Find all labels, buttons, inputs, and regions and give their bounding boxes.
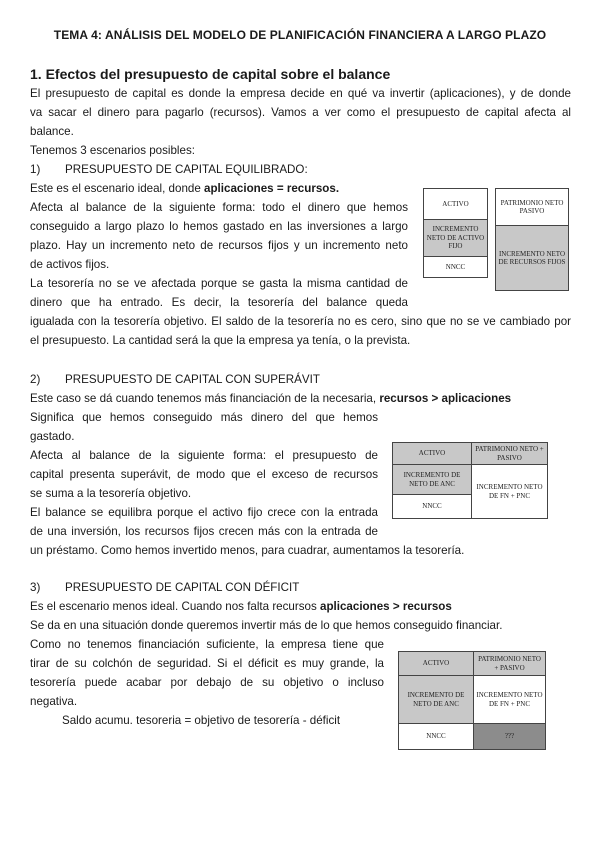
scenario-1-line-7: dinero que ha entrado. Es decir, la tesorería del balance queda bbox=[30, 296, 408, 309]
scenario-3-line-2: Se da en una situación donde queremos invertir más de lo que hemos conseguido financiar. bbox=[30, 619, 503, 632]
document-title: TEMA 4: ANÁLISIS DEL MODELO DE PLANIFICACIÓN FINANCIERA A LARGO PLAZO bbox=[53, 28, 547, 42]
diagram-activo-cell: ACTIVO bbox=[423, 188, 488, 220]
scenario-1-line-5: de activos fijos. bbox=[30, 258, 110, 271]
scenario-3-formula: Saldo acumu. tesoreria = objetivo de tesorería - déficit bbox=[62, 714, 341, 727]
scenario-1-heading: PRESUPUESTO DE CAPITAL EQUILIBRADO: bbox=[65, 163, 308, 176]
diagram3-incremento-anc-cell: INCREMENTO DE NETO DE ANC bbox=[399, 676, 474, 724]
scenario-3-heading: PRESUPUESTO DE CAPITAL CON DÉFICIT bbox=[65, 581, 300, 594]
scenario-2-line-3: gastado. bbox=[30, 430, 75, 443]
diagram3-unknown-cell: ??? bbox=[474, 724, 546, 750]
scenario-3-number: 3) bbox=[30, 581, 41, 594]
diagram3-activo-cell: ACTIVO bbox=[399, 652, 474, 676]
diagram-incremento-activo-cell: INCREMENTO NETO DE ACTIVO FIJO bbox=[423, 219, 488, 257]
diagram2-nncc-cell: NNCC bbox=[393, 495, 472, 519]
scenario-2-line-8: de una inversión, los recursos fijos crecen más con la entrada de bbox=[30, 525, 378, 538]
diagram2-incremento-fn-cell: INCREMENTO NETO DE FN + PNC bbox=[472, 465, 548, 519]
scenario-1-line-8: igualada con la tesorería objetivo. El saldo de la tesorería no es cero, sino que no se ve cambiado por bbox=[30, 315, 571, 328]
scenario-1-line-1: Este es el escenario ideal, donde aplicaciones = recursos. bbox=[30, 182, 340, 195]
scenario-2-line-2: Significa que hemos conseguido más dinero del que hemos bbox=[30, 411, 378, 424]
intro-line-4: Tenemos 3 escenarios posibles: bbox=[30, 144, 195, 157]
balance-diagram-deficit bbox=[398, 651, 546, 750]
scenario-1-number: 1) bbox=[30, 163, 41, 176]
scenario-3-line-3: Como no tenemos financiación suficiente, la empresa tiene que bbox=[30, 638, 384, 651]
scenario-1-line-2: Afecta al balance de la siguiente forma: todo el dinero que hemos bbox=[30, 201, 408, 214]
diagram2-patrimonio-cell: PATRIMONIO NETO + PASIVO bbox=[472, 443, 548, 465]
diagram2-incremento-anc-cell: INCREMENTO DE NETO DE ANC bbox=[393, 465, 472, 495]
diagram2-activo-cell: ACTIVO bbox=[393, 443, 472, 465]
intro-line-3: balance. bbox=[30, 125, 74, 138]
diagram3-incremento-fn-cell: INCREMENTO NETO DE FN + PNC bbox=[474, 676, 546, 724]
diagram-incremento-recursos-cell: INCREMENTO NETO DE RECURSOS FIJOS bbox=[495, 225, 569, 291]
diagram3-patrimonio-cell: PATRIMONIO NETO + PASIVO bbox=[474, 652, 546, 676]
scenario-2-line-5: capital presenta superávit, de modo que el exceso de recursos bbox=[30, 468, 378, 481]
scenario-1-line-3: conseguido a largo plazo lo hemos gastado en las inversiones a largo bbox=[30, 220, 408, 233]
scenario-2-heading: PRESUPUESTO DE CAPITAL CON SUPERÁVIT bbox=[65, 373, 320, 386]
scenario-3-line-1: Es el escenario menos ideal. Cuando nos falta recursos aplicaciones > recursos bbox=[30, 600, 452, 613]
intro-line-2: va sacar el dinero para pagarlo (recursos). Vamos a ver como el presupuesto de capital afecta al bbox=[30, 106, 571, 119]
diagram-patrimonio-cell: PATRIMONIO NETO PASIVO bbox=[495, 188, 569, 226]
scenario-2-line-1: Este caso se dá cuando tenemos más financiación de la necesaria, recursos > aplicaciones bbox=[30, 392, 512, 405]
scenario-3-line-6: negativa. bbox=[30, 695, 78, 708]
scenario-2-line-7: El balance se equilibra porque el activo fijo crece con la entrada bbox=[30, 506, 378, 519]
scenario-3-line-5: tesorería puede acabar por debajo de su objetivo o incluso bbox=[30, 676, 384, 689]
scenario-2-number: 2) bbox=[30, 373, 41, 386]
balance-diagram-equilibrado bbox=[423, 188, 569, 292]
scenario-2-line-9: un préstamo. Como hemos invertido menos, para cuadrar, aumentamos la tesorería. bbox=[30, 544, 465, 557]
balance-diagram-superavit bbox=[392, 442, 548, 519]
scenario-2-line-4: Afecta al balance de la siguiente forma: el presupuesto de bbox=[30, 449, 378, 462]
diagram3-nncc-cell: NNCC bbox=[399, 724, 474, 750]
diagram-nncc-cell: NNCC bbox=[423, 256, 488, 278]
scenario-3-line-4: tirar de su colchón de seguridad. Si el déficit es muy grande, la bbox=[30, 657, 384, 670]
intro-line-1: El presupuesto de capital es donde la empresa decide en qué va invertir (aplicaciones), y de donde bbox=[30, 87, 571, 100]
scenario-2-line-6: se suma a la tesorería objetivo. bbox=[30, 487, 192, 500]
scenario-1-line-9: el presupuesto. La cantidad será la que la empresa ya tenía, o la prevista. bbox=[30, 334, 411, 347]
scenario-1-line-6: La tesorería no se ve afectada porque se gasta la misma cantidad de bbox=[30, 277, 408, 290]
section-heading: 1. Efectos del presupuesto de capital sobre el balance bbox=[30, 66, 391, 82]
scenario-1-line-4: plazo. Hay un incremento neto de recursos fijos y un incremento neto bbox=[30, 239, 408, 252]
